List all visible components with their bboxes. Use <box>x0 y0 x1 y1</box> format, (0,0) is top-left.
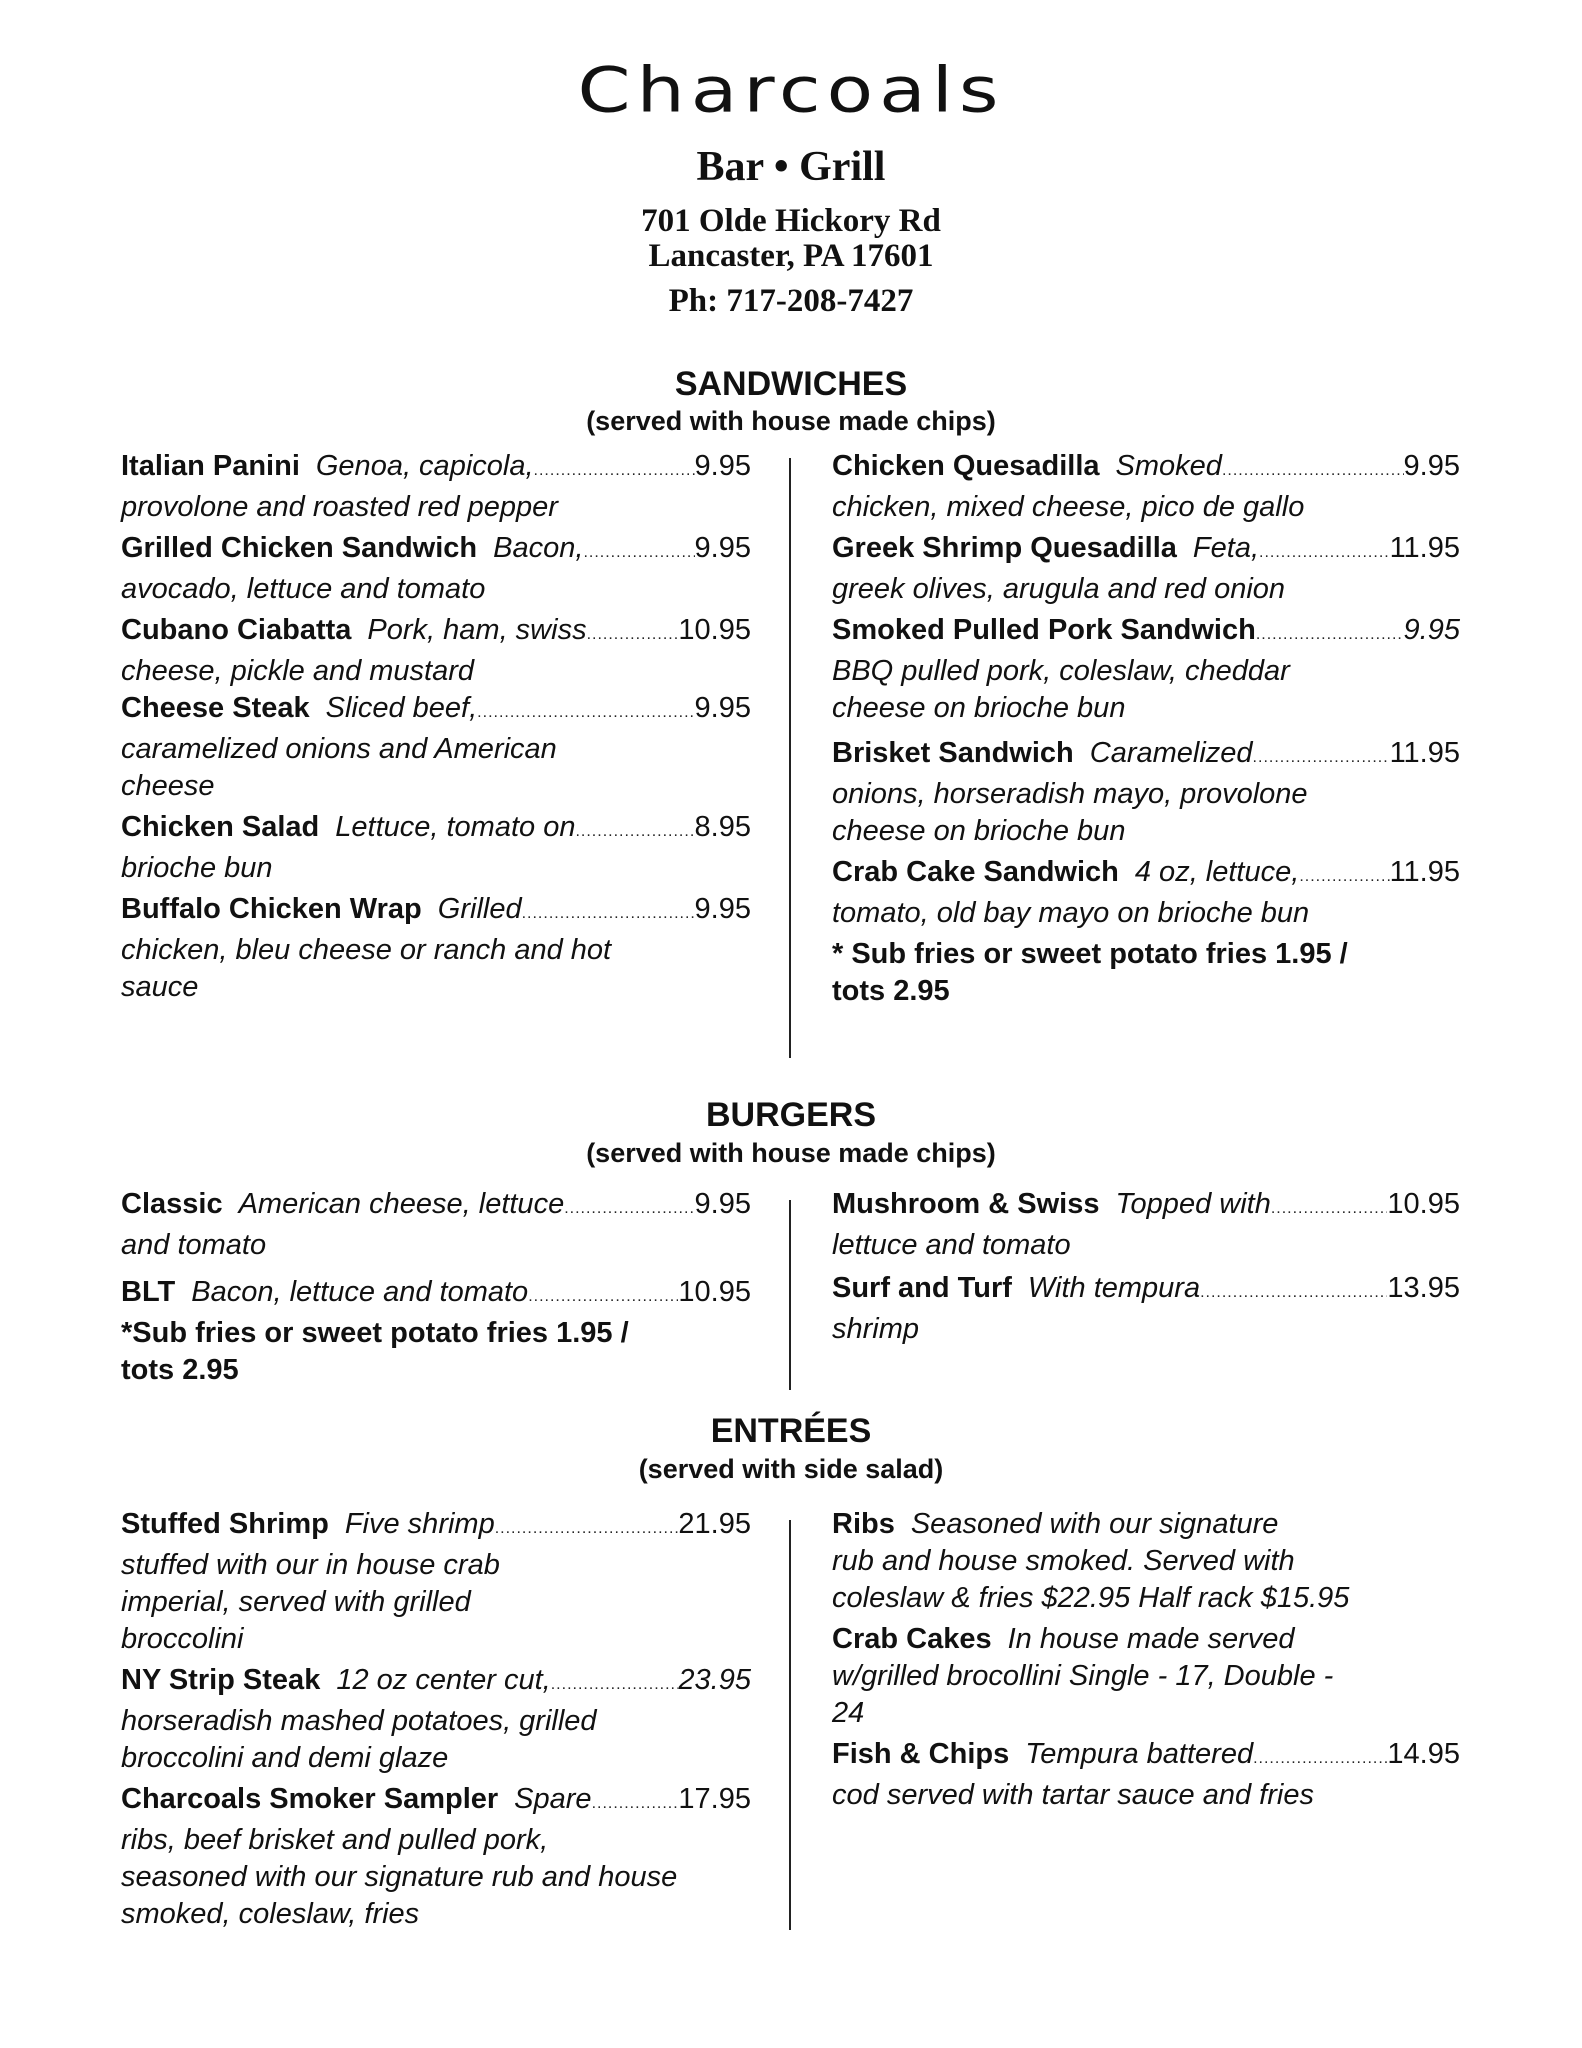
phone-number: Ph: 717-208-7427 <box>668 283 914 319</box>
menu-item <box>121 809 751 887</box>
item-name: Ribs <box>832 1508 895 1540</box>
item-name: Cheese Steak <box>121 692 310 724</box>
dot-leader <box>534 452 695 489</box>
menu-item <box>121 891 751 1006</box>
dot-leader <box>587 616 679 653</box>
menu-item <box>121 690 751 805</box>
item-price: 13.95 <box>1387 1272 1460 1304</box>
item-name: Grilled Chicken Sandwich <box>121 532 478 564</box>
item-price: 14.95 <box>1387 1738 1460 1770</box>
item-description: With tempura <box>1027 1272 1201 1304</box>
item-description: American cheese, lettuce <box>238 1188 565 1220</box>
item-price: 8.95 <box>694 811 751 843</box>
item-description-cont: caramelized onions and American cheese <box>121 733 557 802</box>
item-description: Sliced beef, <box>325 692 478 724</box>
item-name: BLT <box>121 1276 176 1308</box>
item-price: 11.95 <box>1389 532 1460 564</box>
menu-item <box>832 854 1460 932</box>
item-description-cont: chicken, bleu cheese or ranch and hot sauce <box>121 934 612 1003</box>
menu-item <box>832 1506 1460 1617</box>
dot-leader <box>1299 858 1389 895</box>
dot-leader <box>575 813 694 850</box>
item-price: 21.95 <box>678 1508 751 1540</box>
item-price: 10.95 <box>678 614 751 646</box>
menu-item <box>121 1186 751 1264</box>
menu-item <box>832 1186 1460 1264</box>
dot-leader <box>477 694 694 731</box>
dot-leader <box>522 895 695 932</box>
menu-item <box>832 1621 1460 1732</box>
item-description: Bacon, <box>493 532 584 564</box>
item-name: Fish & Chips <box>832 1738 1010 1770</box>
item-description-cont: avocado, lettuce and tomato <box>121 573 486 605</box>
item-price: 11.95 <box>1389 856 1460 888</box>
item-price: 10.95 <box>1387 1188 1460 1220</box>
item-description-cont: cheese, pickle and mustard <box>121 655 475 687</box>
restaurant-subtitle: Bar • Grill <box>696 144 886 190</box>
item-name: Surf and Turf <box>832 1272 1012 1304</box>
menu-item <box>832 530 1460 608</box>
item-description: Grilled <box>437 893 522 925</box>
item-description-cont: and tomato <box>121 1229 267 1261</box>
menu-item <box>121 1662 751 1777</box>
item-description-cont: cod served with tartar sauce and fries <box>832 1779 1314 1811</box>
item-name: Crab Cake Sandwich <box>832 856 1119 888</box>
dot-leader <box>551 1666 679 1703</box>
section-subtitle-entrees: (served with side salad) <box>638 1454 944 1484</box>
item-description: Caramelized <box>1089 737 1253 769</box>
item-description-cont: shrimp <box>832 1313 920 1345</box>
menu-item <box>121 1274 751 1315</box>
dot-leader <box>1222 452 1404 489</box>
item-name: Chicken Quesadilla <box>832 450 1100 482</box>
item-name: Buffalo Chicken Wrap <box>121 893 422 925</box>
item-description-cont: horseradish mashed potatoes, grilled broccolini and demi glaze <box>121 1705 597 1774</box>
section-subtitle-sandwiches: (served with house made chips) <box>586 406 996 436</box>
item-name: Brisket Sandwich <box>832 737 1074 769</box>
item-description: Tempura battered <box>1025 1738 1254 1770</box>
menu-item <box>832 612 1460 727</box>
dot-leader <box>592 1785 679 1822</box>
section-title-entrees: ENTRÉES <box>710 1412 872 1450</box>
dot-leader <box>1259 534 1390 571</box>
menu-item <box>121 530 751 608</box>
item-description-cont: onions, horseradish mayo, provolone cheese on brioche bun <box>832 778 1308 847</box>
section-subtitle-burgers: (served with house made chips) <box>586 1138 996 1168</box>
item-description-cont: rub and house smoked. Served with coleslaw & fries $22.95 Half rack $15.95 <box>832 1545 1350 1614</box>
item-description: Genoa, capicola, <box>315 450 534 482</box>
item-description: Pork, ham, swiss <box>367 614 587 646</box>
item-description-cont: tomato, old bay mayo on brioche bun <box>832 897 1310 929</box>
item-description: Topped with <box>1115 1188 1271 1220</box>
item-price: 9.95 <box>694 893 751 925</box>
entrees-right-column <box>832 1506 1460 1814</box>
dot-leader <box>1256 616 1404 653</box>
item-description: Feta, <box>1192 532 1260 564</box>
dot-leader <box>1253 739 1390 776</box>
item-description-cont: brioche bun <box>121 852 273 884</box>
menu-item <box>121 1506 751 1658</box>
dot-leader <box>528 1278 678 1315</box>
burgers-left-column <box>121 1186 751 1389</box>
item-description: Seasoned with our signature <box>910 1508 1279 1540</box>
menu-item <box>121 448 751 526</box>
item-name: Chicken Salad <box>121 811 320 843</box>
item-description-cont: chicken, mixed cheese, pico de gallo <box>832 491 1305 523</box>
item-description: Spare <box>514 1783 592 1815</box>
sandwiches-left-column <box>121 448 751 1006</box>
item-description: 12 oz center cut, <box>336 1664 551 1696</box>
item-description: In house made served <box>1007 1623 1295 1655</box>
dot-leader <box>583 534 694 571</box>
column-divider <box>789 1520 791 1930</box>
item-description-cont: BBQ pulled pork, coleslaw, cheddar cheese on brioche bun <box>832 655 1290 724</box>
menu-item <box>121 1781 751 1933</box>
item-description: 4 oz, lettuce, <box>1134 856 1300 888</box>
column-divider <box>789 1200 791 1390</box>
item-price: 10.95 <box>678 1276 751 1308</box>
item-price: 11.95 <box>1389 737 1460 769</box>
item-name: NY Strip Steak <box>121 1664 321 1696</box>
sandwiches-right-column <box>832 448 1460 1010</box>
item-description-cont: w/grilled brocollini Single - 17, Double - 24 <box>832 1660 1334 1729</box>
item-description-cont: stuffed with our in house crab imperial, served with grilled broccolini <box>121 1549 500 1655</box>
entrees-left-column <box>121 1506 751 1933</box>
dot-leader <box>1200 1274 1387 1311</box>
side-sub-note: *Sub fries or sweet potato fries 1.95 / tots 2.95 <box>121 1317 629 1386</box>
dot-leader <box>495 1510 679 1547</box>
item-price: 17.95 <box>678 1783 751 1815</box>
item-description-cont: ribs, beef brisket and pulled pork, seasoned with our signature rub and house smoked, coleslaw, fries <box>121 1824 678 1930</box>
item-description-cont: lettuce and tomato <box>832 1229 1071 1261</box>
restaurant-logo: Charcoals <box>577 53 1005 127</box>
item-description: Lettuce, tomato on <box>335 811 576 843</box>
item-name: Classic <box>121 1188 223 1220</box>
address-line-1: 701 Olde Hickory Rd <box>641 203 941 239</box>
item-price: 9.95 <box>694 1188 751 1220</box>
item-name: Cubano Ciabatta <box>121 614 352 646</box>
item-name: Charcoals Smoker Sampler <box>121 1783 499 1815</box>
menu-item <box>121 612 751 690</box>
dot-leader <box>1271 1190 1388 1227</box>
menu-item <box>832 735 1460 850</box>
item-name: Crab Cakes <box>832 1623 992 1655</box>
item-price: 9.95 <box>694 450 751 482</box>
section-title-sandwiches: SANDWICHES <box>674 365 908 403</box>
dot-leader <box>564 1190 694 1227</box>
column-divider <box>789 458 791 1058</box>
item-description: Bacon, lettuce and tomato <box>191 1276 529 1308</box>
burgers-right-column <box>832 1186 1460 1348</box>
item-name: Greek Shrimp Quesadilla <box>832 532 1177 564</box>
item-price: 9.95 <box>1403 614 1460 646</box>
menu-item <box>832 1736 1460 1814</box>
item-description-cont: provolone and roasted red pepper <box>121 491 558 523</box>
menu-item <box>832 1270 1460 1348</box>
item-price: 9.95 <box>694 532 751 564</box>
item-name: Smoked Pulled Pork Sandwich <box>832 614 1256 646</box>
item-price: 23.95 <box>678 1664 751 1696</box>
address-line-2: Lancaster, PA 17601 <box>648 238 934 274</box>
dot-leader <box>1253 1740 1387 1777</box>
item-price: 9.95 <box>1403 450 1460 482</box>
item-price: 9.95 <box>694 692 751 724</box>
item-name: Mushroom & Swiss <box>832 1188 1100 1220</box>
side-sub-note: * Sub fries or sweet potato fries 1.95 / tots 2.95 <box>832 938 1348 1007</box>
item-description: Smoked <box>1115 450 1222 482</box>
item-name: Stuffed Shrimp <box>121 1508 329 1540</box>
menu-item <box>832 448 1460 526</box>
item-description: Five shrimp <box>344 1508 495 1540</box>
item-description-cont: greek olives, arugula and red onion <box>832 573 1286 605</box>
item-name: Italian Panini <box>121 450 300 482</box>
section-title-burgers: BURGERS <box>705 1096 877 1134</box>
